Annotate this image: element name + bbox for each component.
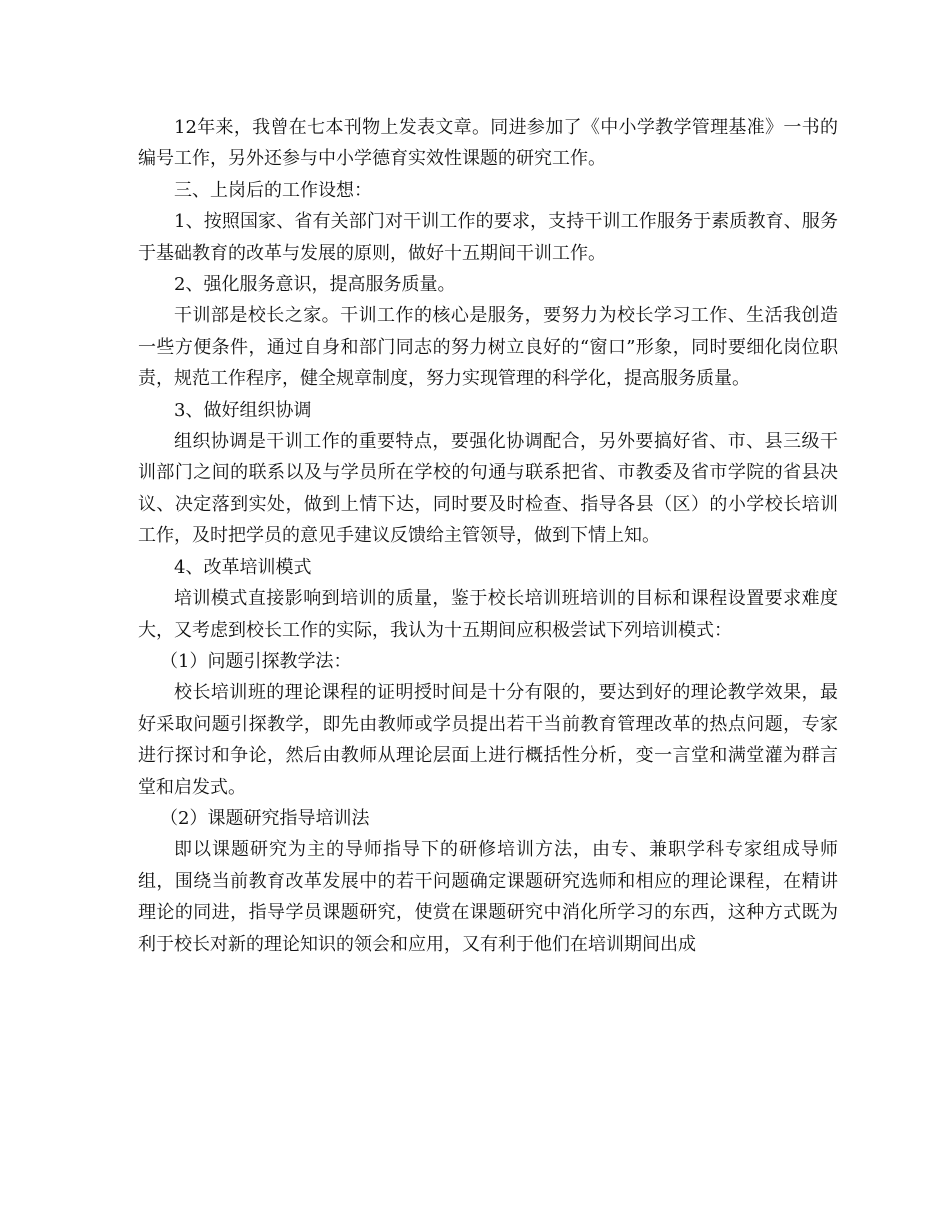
subheading-method-2: （2）课题研究指导培训法: [160, 807, 370, 829]
paragraph-method-1: 校长培训班的理论课程的证明授时间是十分有限的，要达到好的理论教学效果，最好采取问题引探教学，即先由教师或学员提出若干当前教育管理改革的热点问题，专家进行探讨和争论，然后由教师从理论层面上进行概括性分析，变一言堂和满堂灌为群言堂和启发式。: [138, 682, 838, 798]
section-heading-work-plan: 三、上岗后的工作设想：: [174, 179, 372, 201]
paragraph-coordination: 组织协调是干训工作的重要特点，要强化协调配合，另外要搞好省、市、县三级干训部门之间的联系以及与学员所在学校的句通与联系把省、市教委及省市学院的省县决议、决定落到实处，做到上情下达，同时要及时检查、指导各县（区）的小学校长培训工作，及时把学员的意见手建议反馈给主管领导，做到下情上知。: [138, 431, 838, 547]
item-heading-3: 3、做好组织协调: [174, 399, 312, 421]
paragraph-service: 干训部是校长之家。干训工作的核心是服务，要努力为校长学习工作、生活我创造一些方便条件，通过自身和部门同志的努力树立良好的“窗口”形象，同时要细化岗位职责，规范工作程序，健全规章制度，努力实现管理的科学化，提高服务质量。: [138, 305, 838, 390]
item-heading-4: 4、改革培训模式: [174, 556, 312, 578]
item-heading-2: 2、强化服务意识，提高服务质量。: [174, 274, 456, 296]
paragraph-item-1: 1、按照国家、省有关部门对干训工作的要求，支持干训工作服务于素质教育、服务于基础教育的改革与发展的原则，做好十五期间干训工作。: [138, 211, 838, 264]
paragraph-publications: 12年来，我曾在七本刊物上发表文章。同进参加了《中小学教学管理基准》一书的编号工作，另外还参与中小学德育实效性课题的研究工作。: [138, 117, 838, 170]
document-page: [138, 112, 838, 960]
paragraph-method-2: 即以课题研究为主的导师指导下的研修培训方法，由专、兼职学科专家组成导师组，围绕当前教育改革发展中的若干问题确定课题研究选师和相应的理论课程，在精讲理论的同进，指导学员课题研究，使赏在课题研究中消化所学习的东西，这种方式既为利于校长对新的理论知识的领会和应用，又有利于他们在培训期间出成: [138, 839, 838, 955]
paragraph-training-mode: 培训模式直接影响到培训的质量，鉴于校长培训班培训的目标和课程设置要求难度大，又考虑到校长工作的实际，我认为十五期间应积极尝试下列培训模式：: [138, 588, 838, 641]
subheading-method-1: （1）问题引探教学法：: [160, 650, 352, 672]
